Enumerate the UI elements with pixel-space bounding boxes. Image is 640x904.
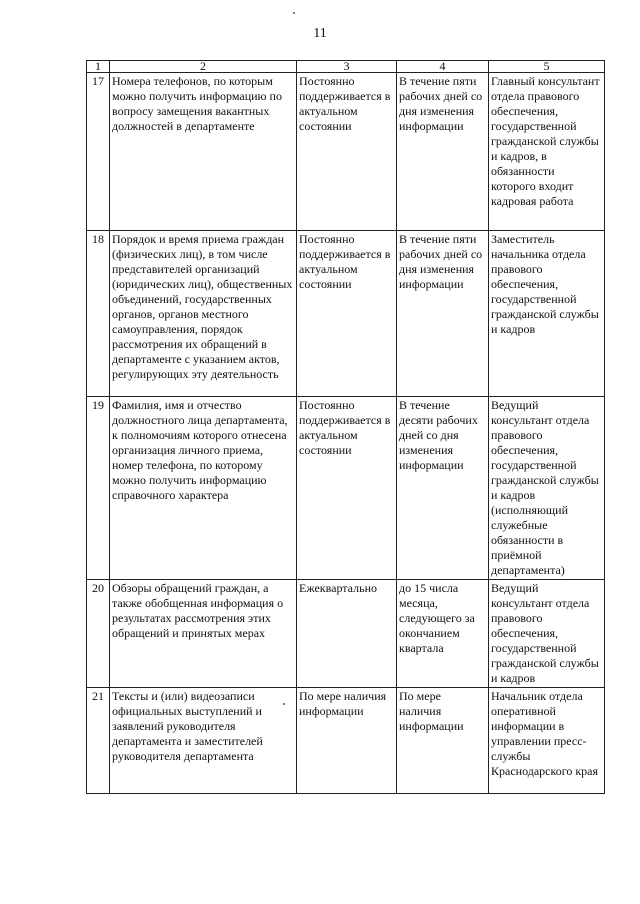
row-update-period: Постоянно поддерживается в актуальном состоянии xyxy=(297,397,397,580)
table-row xyxy=(87,231,605,397)
row-description: Порядок и время приема граждан (физических лиц), в том числе представителей организаций (юридических лиц), общественных объединений, государственных органов, органов местного самоуправления, порядок рассмотрения их обращений в департаменте с указанием актов, регулирующих эту деятельность xyxy=(110,231,297,397)
row-update-period: По мере наличия информации xyxy=(297,688,397,794)
row-term: В течение пяти рабочих дней со дня изменения информации xyxy=(397,73,489,231)
row-responsible: Ведущий консультант отдела правового обеспечения, государственной гражданской службы и кадров (исполняющий служебные обязанности в приёмной департамента) xyxy=(489,397,605,580)
row-term: В течение пяти рабочих дней со дня изменения информации xyxy=(397,231,489,397)
header-cell-1: 1 xyxy=(87,61,110,73)
table-row xyxy=(87,397,605,580)
header-cell-5: 5 xyxy=(489,61,605,73)
row-number: 18 xyxy=(87,231,110,397)
row-term: По мере наличия информации xyxy=(397,688,489,794)
header-cell-3: 3 xyxy=(297,61,397,73)
row-description: Тексты и (или) видеозаписи официальных выступлений и заявлений руководителя департамента и заместителей руководителя департамента xyxy=(110,688,297,794)
row-update-period: Ежеквартально xyxy=(297,580,397,688)
row-description: Обзоры обращений граждан, а также обобщенная информация о результатах рассмотрения этих обращений и принятых мерах xyxy=(110,580,297,688)
row-responsible: Заместитель начальника отдела правового обеспечения, государственной гражданской службы и кадров xyxy=(489,231,605,397)
row-term: В течение десяти рабочих дней со дня изменения информации xyxy=(397,397,489,580)
row-description: Номера телефонов, по которым можно получить информацию по вопросу замещения вакантных должностей в департаменте xyxy=(110,73,297,231)
scan-speck xyxy=(293,12,295,14)
row-number: 21 xyxy=(87,688,110,794)
info-table xyxy=(86,60,605,794)
row-responsible: Начальник отдела оперативной информации в управлении пресс-службы Краснодарского края xyxy=(489,688,605,794)
row-number: 19 xyxy=(87,397,110,580)
header-cell-2: 2 xyxy=(110,61,297,73)
row-update-period: Постоянно поддерживается в актуальном состоянии xyxy=(297,231,397,397)
row-term: до 15 числа месяца, следующего за окончанием квартала xyxy=(397,580,489,688)
table-row xyxy=(87,73,605,231)
row-update-period: Постоянно поддерживается в актуальном состоянии xyxy=(297,73,397,231)
row-responsible: Главный консультант отдела правового обеспечения, государственной гражданской службы и кадров, в обязанности которого входит кадровая работа xyxy=(489,73,605,231)
table-row xyxy=(87,688,605,794)
row-responsible: Ведущий консультант отдела правового обеспечения, государственной гражданской службы и кадров xyxy=(489,580,605,688)
row-number: 20 xyxy=(87,580,110,688)
table-header-row xyxy=(87,61,605,73)
page-number: 11 xyxy=(313,26,327,41)
header-cell-4: 4 xyxy=(397,61,489,73)
table-row xyxy=(87,580,605,688)
row-number: 17 xyxy=(87,73,110,231)
row-description: Фамилия, имя и отчество должностного лица департамента, к полномочиям которого отнесена организация личного приема, номер телефона, по которому можно получить информацию справочного характера xyxy=(110,397,297,580)
